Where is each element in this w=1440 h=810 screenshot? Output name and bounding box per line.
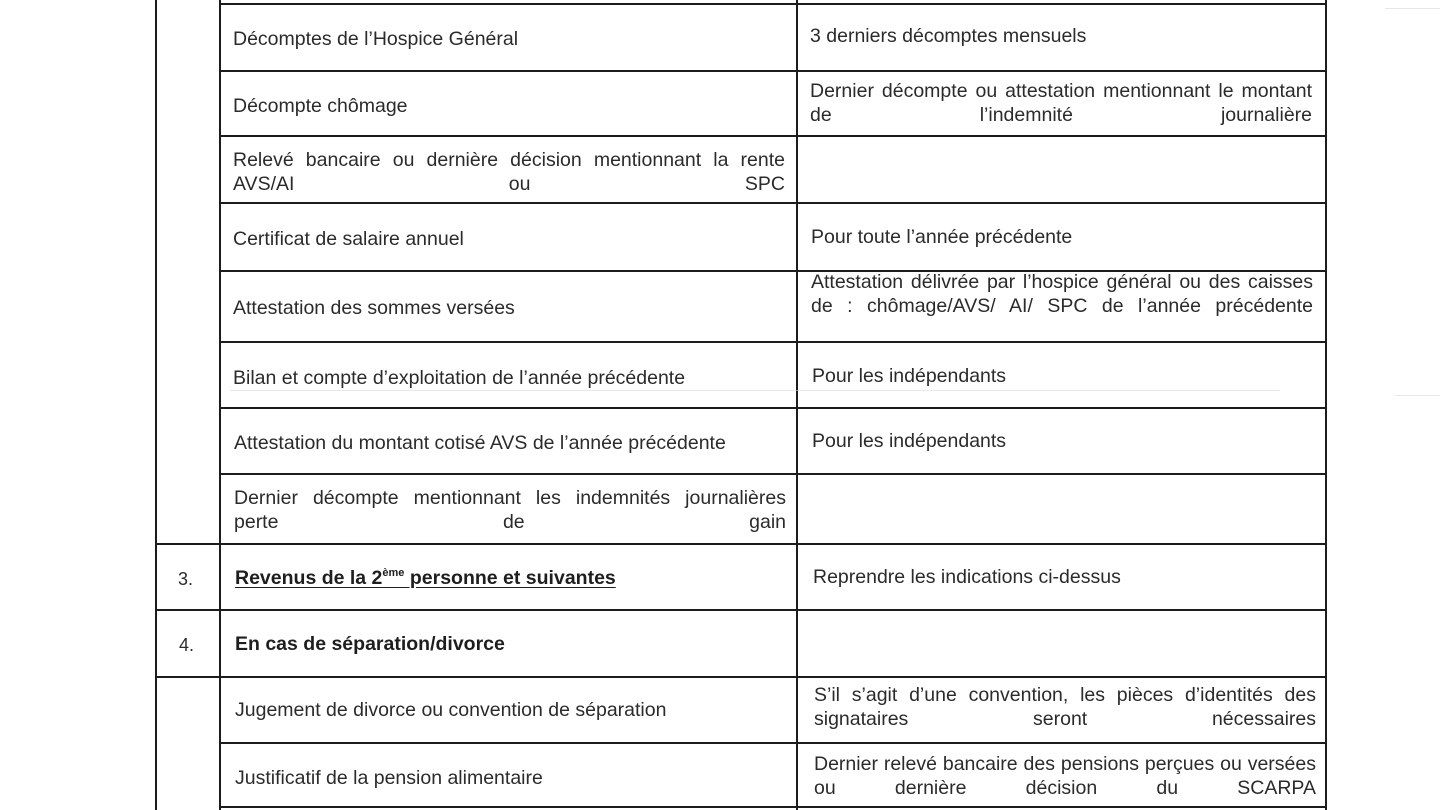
row-5-right: Attestation délivrée par l’hospice général ou des caisses de : chômage/AVS/ AI/ SPC de l’année précédente [811,271,1313,317]
row-divider [219,806,1327,808]
row-8-left: Dernier décompte mentionnant les indemnités journalières perte de gain [234,487,786,533]
row-divider [219,135,1327,137]
row-divider [219,742,1327,744]
section-4-title: En cas de séparation/divorce [235,633,505,655]
row-divider [219,70,1327,72]
section-3-title: Revenus de la 2ème personne et suivantes [235,567,616,589]
row-4a-right: S’il s’agit d’une convention, les pièces d’identités des signataires seront nécessaires [814,684,1316,730]
row-2-right: Dernier décompte ou attestation mentionnant le montant de l’indemnité journalière [810,80,1312,126]
section-3-number: 3. [178,569,194,589]
section-divider [155,543,1327,545]
scan-artifact [1385,8,1440,9]
row-4a-left: Jugement de divorce ou convention de séparation [235,699,667,721]
row-4-right: Pour toute l’année précédente [811,226,1073,248]
row-1-right: 3 derniers décomptes mensuels [810,25,1087,47]
row-4b-right: Dernier relevé bancaire des pensions perçues ou versées ou dernière décision du SCARPA [814,753,1316,799]
row-2-left: Décompte chômage [233,95,408,117]
row-4-left: Certificat de salaire annuel [233,228,464,250]
row-5-left: Attestation des sommes versées [233,297,515,319]
middle-column-divider [796,0,798,810]
row-6-left: Bilan et compte d’exploitation de l’année précédente [233,367,686,389]
section-3-right: Reprendre les indications ci-dessus [813,566,1121,588]
row-divider [219,341,1327,343]
inner-column-divider [219,0,221,810]
section-divider [155,676,1327,678]
row-4b-left: Justificatif de la pension alimentaire [235,767,543,789]
row-6-right: Pour les indépendants [812,365,1007,387]
row-1-left: Décomptes de l’Hospice Général [233,28,519,50]
row-divider [219,202,1327,204]
row-7-right: Pour les indépendants [812,430,1007,452]
row-divider [219,473,1327,475]
row-divider [219,3,1327,5]
table-border-left [155,0,157,810]
section-divider [155,609,1327,611]
row-divider [219,407,1327,409]
row-7-left: Attestation du montant cotisé AVS de l’année précédente [234,432,726,454]
row-3-left: Relevé bancaire ou dernière décision mentionnant la rente AVS/AI ou SPC [233,149,785,195]
scan-artifact [230,390,1280,391]
table-border-right [1325,0,1327,810]
section-4-number: 4. [179,635,195,655]
scan-artifact [1395,395,1440,396]
